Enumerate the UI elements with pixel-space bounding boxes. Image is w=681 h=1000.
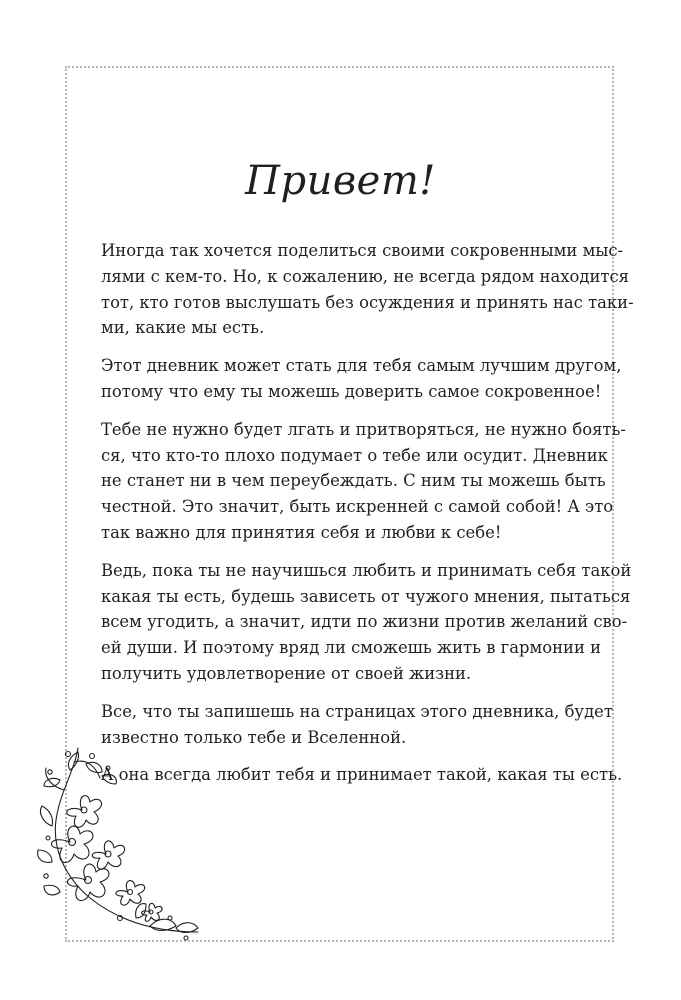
text-line: Все, что ты запишешь на страницах этого дневника, будет xyxy=(101,701,613,721)
text-line: А она всегда любит тебя и принимает такой, какая ты есть. xyxy=(101,765,623,785)
text-line: Ведь, пока ты не научишься любить и принимать себя такой xyxy=(101,560,632,580)
paragraph-4 xyxy=(101,558,632,687)
text-line: Этот дневник может стать для тебя самым лучшим другом, xyxy=(101,356,622,376)
text-line: так важно для принятия себя и любви к себе! xyxy=(101,522,502,542)
text-line: Тебе не нужно будет лгать и притворяться, не нужно боять- xyxy=(101,419,626,439)
paragraph-2 xyxy=(101,353,622,405)
text-line: известно только тебе и Вселенной. xyxy=(101,727,407,747)
text-line: не станет ни в чем переубеждать. С ним ты можешь быть xyxy=(101,471,606,491)
paragraph-3 xyxy=(101,417,626,546)
text-line: получить удовлетворение от своей жизни. xyxy=(101,663,472,683)
text-line: потому что ему ты можешь доверить самое сокровенное! xyxy=(101,381,602,401)
body-text xyxy=(101,238,634,800)
floral-corner-icon xyxy=(30,742,210,948)
text-line: ми, какие мы есть. xyxy=(101,318,265,338)
text-line: честной. Это значит, быть искренней с самой собой! А это xyxy=(101,497,614,517)
paragraph-1 xyxy=(101,238,634,341)
text-line: лями с кем-то. Но, к сожалению, не всегда рядом находится xyxy=(101,266,629,286)
page-title: Привет! xyxy=(245,158,436,204)
text-line: какая ты есть, будешь зависеть от чужого мнения, пытаться xyxy=(101,586,631,606)
text-line: Иногда так хочется поделиться своими сокровенными мыс- xyxy=(101,241,624,260)
text-line: ей души. И поэтому вряд ли сможешь жить в гармонии и xyxy=(101,638,602,658)
text-line: ся, что кто-то плохо подумает о тебе или осудит. Дневник xyxy=(101,445,608,465)
text-line: тот, кто готов выслушать без осуждения и принять нас таки- xyxy=(101,292,634,312)
text-line: всем угодить, а значит, идти по жизни против желаний сво- xyxy=(101,612,628,632)
